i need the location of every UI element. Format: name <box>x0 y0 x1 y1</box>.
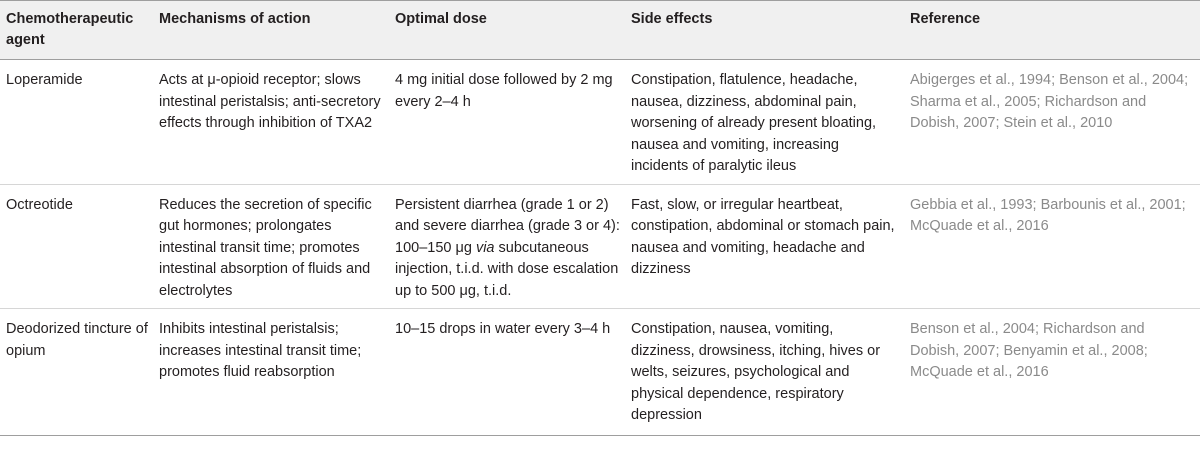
header-dose: Optimal dose <box>395 11 487 27</box>
table-row-opium-tincture <box>0 309 1200 436</box>
dose-text-part: subcutaneous injection, t.i.d. with dose escalation up to 500 μg, t.i.d. <box>395 239 619 299</box>
header-row <box>0 1 1200 60</box>
cell-reference[interactable]: Gebbia et al., 1993; Barbounis et al., 2001; McQuade et al., 2016 <box>904 184 1200 309</box>
cell-agent: Deodorized tincture of opium <box>0 309 153 436</box>
header-side-effects: Side effects <box>631 11 713 27</box>
cell-side-effects: Constipation, flatulence, headache, nausea, dizziness, abdominal pain, worsening of already present bloating, nausea and vomiting, increasing incidents of paralytic ileus <box>631 72 877 174</box>
cell-reference[interactable]: Benson et al., 2004; Richardson and Dobish, 2007; Benyamin et al., 2008; McQuade et al., 2016 <box>904 309 1200 436</box>
cell-dose: 4 mg initial dose followed by 2 mg every 2–4 h <box>395 72 613 110</box>
dose-text-part: Persistent diarrhea (grade 1 or 2) and severe diarrhea (grade 3 or 4): 100–150 μg <box>395 196 620 256</box>
cell-dose: 10–15 drops in water every 3–4 h <box>389 309 625 436</box>
cell-side-effects: Constipation, nausea, vomiting, dizziness, drowsiness, itching, hives or welts, seizures, psychological and physical dependence, respiratory depression <box>625 309 904 436</box>
table-row-loperamide <box>0 60 1200 185</box>
table-body <box>0 60 1200 436</box>
cell-agent: Loperamide <box>6 72 83 88</box>
cell-side-effects: Fast, slow, or irregular heartbeat, constipation, abdominal or stomach pain, nausea and vomiting, headache and dizziness <box>625 184 904 309</box>
cell-dose <box>389 184 625 309</box>
cell-agent: Octreotide <box>0 184 153 309</box>
cell-mechanisms: Inhibits intestinal peristalsis; increases intestinal transit time; promotes fluid reabsorption <box>153 309 389 436</box>
header-reference: Reference <box>910 11 981 27</box>
header-agent: Chemotherapeutic agent <box>6 11 134 48</box>
dose-italic-via: via <box>475 239 495 256</box>
table-row-octreotide <box>0 184 1200 309</box>
cell-mechanisms: Acts at μ-opioid receptor; slows intestinal peristalsis; anti-secretory effects through inhibition of TXA2 <box>159 72 381 131</box>
table-header <box>0 1 1200 60</box>
cell-reference[interactable]: Abigerges et al., 1994; Benson et al., 2004; Sharma et al., 2005; Richardson and Dobish, 2007; Stein et al., 2010 <box>910 72 1189 131</box>
header-mechanisms: Mechanisms of action <box>159 11 311 27</box>
cell-mechanisms: Reduces the secretion of specific gut hormones; prolongates intestinal transit time; promotes intestinal absorption of fluids and electrolytes <box>153 184 389 309</box>
